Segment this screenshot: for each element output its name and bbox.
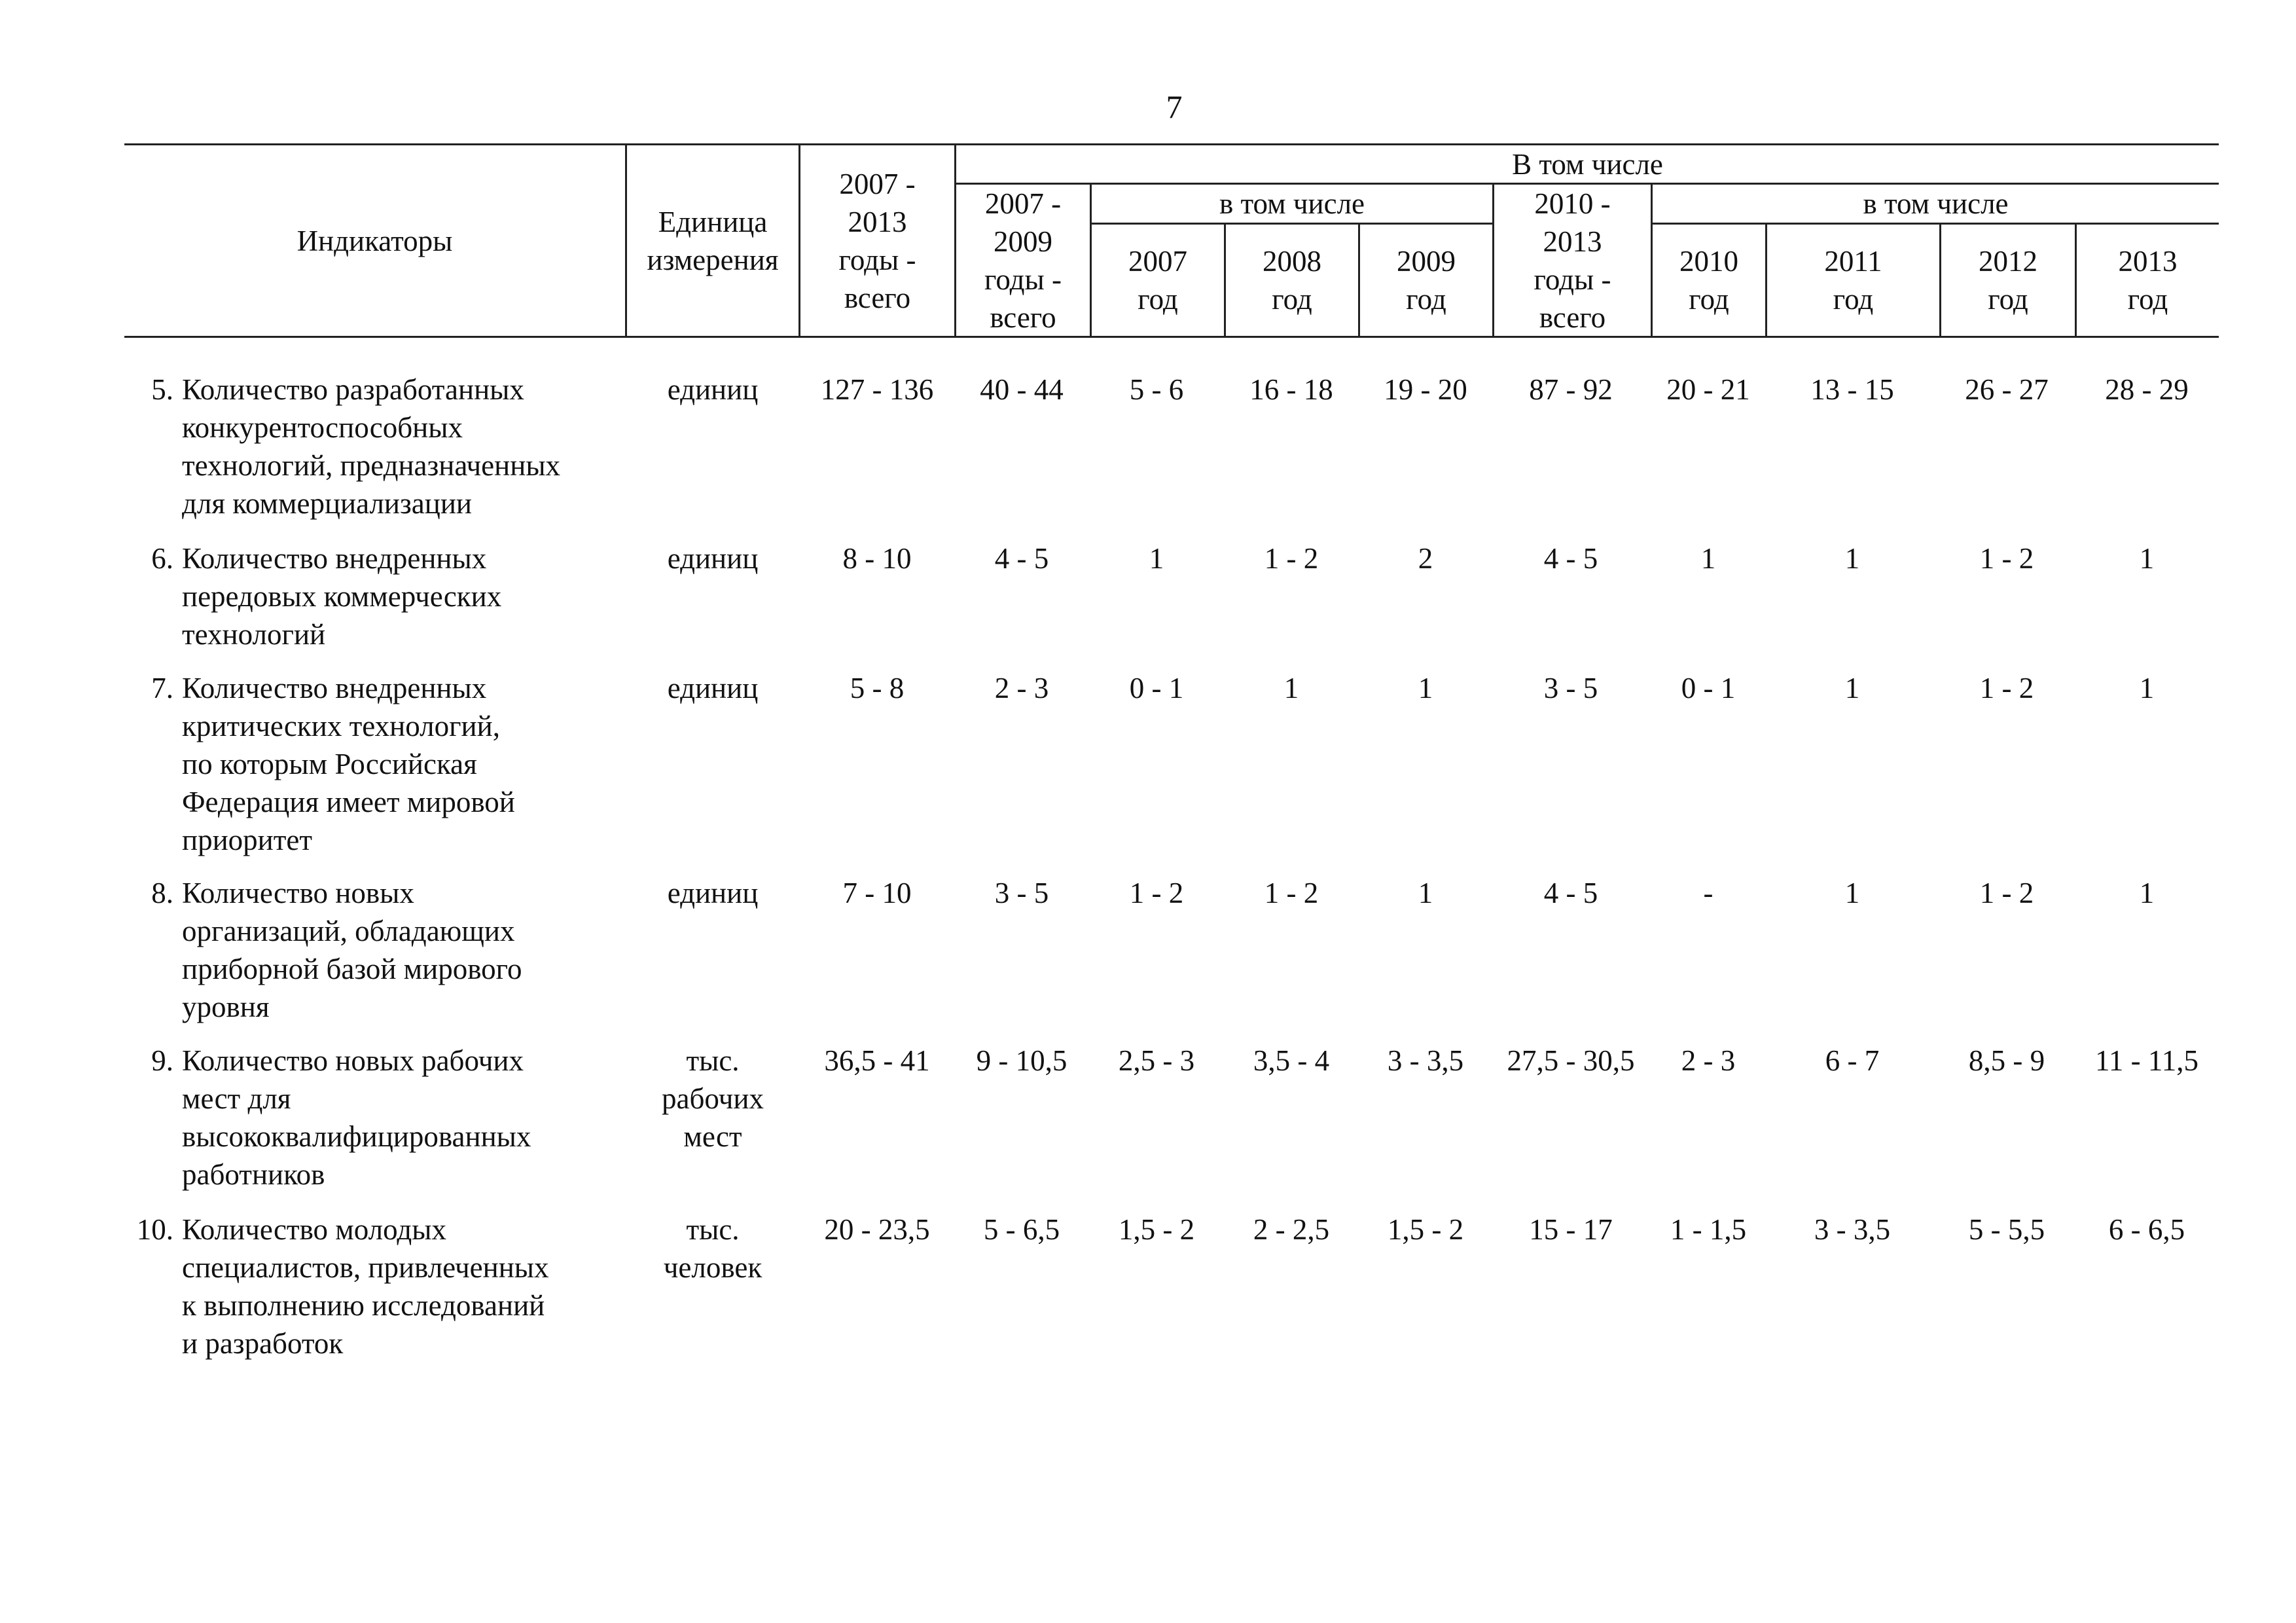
header-year-2011: 2011 год: [1824, 245, 1882, 316]
unit-cell: единиц: [667, 672, 759, 704]
header-sub-including-2: в том числе: [1863, 187, 2009, 220]
header-year-2008: 2008 год: [1263, 245, 1321, 316]
value-cell: 2 - 2,5: [1253, 1213, 1330, 1246]
value-cell: 0 - 1: [1129, 672, 1184, 704]
value-cell: 19 - 20: [1384, 373, 1467, 406]
header-including: В том числе: [1512, 147, 1663, 181]
header-period-2007-2009: 2007 - 2009 годы - всего: [984, 187, 1062, 334]
value-cell: 1: [2139, 542, 2155, 575]
value-cell: 6 - 7: [1825, 1044, 1880, 1077]
value-cell: 28 - 29: [2105, 373, 2189, 406]
indicator-name: Количество разработанных конкурентоспособных технологий, предназначенных для коммерциализации: [182, 373, 561, 520]
value-cell: 11 - 11,5: [2095, 1044, 2198, 1077]
header-indicators: Индикаторы: [296, 224, 453, 257]
value-cell: 1: [1844, 877, 1860, 909]
value-cell: 1 - 1,5: [1670, 1213, 1747, 1246]
value-cell: 2 - 3: [1681, 1044, 1736, 1077]
value-cell: 15 - 17: [1529, 1213, 1613, 1246]
header-year-2009: 2009 год: [1397, 245, 1456, 316]
value-cell: 1: [1700, 542, 1716, 575]
header-year-2007: 2007 год: [1128, 245, 1187, 316]
indicator-name: Количество внедренных передовых коммерческих технологий: [182, 542, 502, 651]
value-cell: 3,5 - 4: [1253, 1044, 1330, 1077]
value-cell: 1 - 2: [1979, 877, 2034, 909]
unit-cell: единиц: [667, 373, 759, 406]
value-cell: 4 - 5: [994, 542, 1049, 575]
value-cell: 7 - 10: [842, 877, 912, 909]
header-year-2013: 2013 год: [2118, 245, 2178, 316]
value-cell: 2,5 - 3: [1118, 1044, 1195, 1077]
value-cell: 2: [1418, 542, 1433, 575]
row-number: 5.: [151, 373, 173, 406]
indicator-name: Количество молодых специалистов, привлеченных к выполнению исследований и разработок: [182, 1213, 549, 1360]
value-cell: 5 - 6: [1129, 373, 1184, 406]
value-cell: 20 - 21: [1666, 373, 1750, 406]
value-cell: 8,5 - 9: [1968, 1044, 2045, 1077]
value-cell: 3 - 5: [994, 877, 1049, 909]
value-cell: 1 - 2: [1129, 877, 1184, 909]
row-number: 6.: [151, 542, 173, 575]
value-cell: 20 - 23,5: [824, 1213, 930, 1246]
value-cell: 1: [1844, 672, 1860, 704]
row-number: 7.: [151, 672, 173, 704]
value-cell: 1: [2139, 672, 2155, 704]
header-sub-including-1: в том числе: [1219, 187, 1365, 220]
value-cell: 5 - 5,5: [1968, 1213, 2045, 1246]
value-cell: 27,5 - 30,5: [1507, 1044, 1635, 1077]
value-cell: 1 - 2: [1979, 672, 2034, 704]
unit-cell: единиц: [667, 877, 759, 909]
value-cell: 2 - 3: [994, 672, 1049, 704]
indicator-name: Количество новых рабочих мест для высококвалифицированных работников: [182, 1044, 531, 1191]
header-unit: Единица измерения: [647, 205, 779, 276]
indicator-name: Количество внедренных критических технологий, по которым Российская Федерация имеет мировой приоритет: [182, 672, 515, 856]
header-period-2010-2013: 2010 - 2013 годы - всего: [1534, 187, 1611, 334]
value-cell: 87 - 92: [1529, 373, 1613, 406]
value-cell: 5 - 8: [850, 672, 905, 704]
value-cell: 1: [1149, 542, 1164, 575]
row-number: 9.: [151, 1044, 173, 1077]
value-cell: 26 - 27: [1965, 373, 2049, 406]
value-cell: 4 - 5: [1543, 877, 1598, 909]
value-cell: 3 - 3,5: [1387, 1044, 1464, 1077]
value-cell: 4 - 5: [1543, 542, 1598, 575]
value-cell: 1: [1418, 877, 1433, 909]
value-cell: 36,5 - 41: [824, 1044, 930, 1077]
value-cell: 1: [1418, 672, 1433, 704]
value-cell: 3 - 3,5: [1814, 1213, 1891, 1246]
header-year-2010: 2010 год: [1679, 245, 1738, 316]
value-cell: -: [1703, 877, 1713, 909]
value-cell: 127 - 136: [820, 373, 934, 406]
header-bottom-rule: [124, 336, 2219, 338]
value-cell: 1: [2139, 877, 2155, 909]
page-number: 7: [1166, 88, 1183, 125]
value-cell: 1 - 2: [1264, 542, 1319, 575]
value-cell: 8 - 10: [842, 542, 912, 575]
value-cell: 1: [1283, 672, 1299, 704]
row-number: 10.: [136, 1213, 173, 1246]
value-cell: 0 - 1: [1681, 672, 1736, 704]
indicator-name: Количество новых организаций, обладающих приборной базой мирового уровня: [182, 877, 522, 1023]
unit-cell: тыс. рабочих мест: [662, 1044, 764, 1153]
value-cell: 13 - 15: [1810, 373, 1894, 406]
value-cell: 6 - 6,5: [2108, 1213, 2185, 1246]
value-cell: 16 - 18: [1249, 373, 1333, 406]
value-cell: 1 - 2: [1979, 542, 2034, 575]
unit-cell: тыс. человек: [663, 1213, 762, 1284]
value-cell: 1,5 - 2: [1118, 1213, 1195, 1246]
value-cell: 1 - 2: [1264, 877, 1319, 909]
value-cell: 5 - 6,5: [983, 1213, 1060, 1246]
value-cell: 3 - 5: [1543, 672, 1598, 704]
unit-cell: единиц: [667, 542, 759, 575]
row-number: 8.: [151, 877, 173, 909]
header-total: 2007 - 2013 годы - всего: [838, 167, 916, 314]
value-cell: 1: [1844, 542, 1860, 575]
value-cell: 1,5 - 2: [1387, 1213, 1464, 1246]
header-year-2012: 2012 год: [1979, 245, 2037, 316]
value-cell: 9 - 10,5: [976, 1044, 1067, 1077]
value-cell: 40 - 44: [980, 373, 1064, 406]
